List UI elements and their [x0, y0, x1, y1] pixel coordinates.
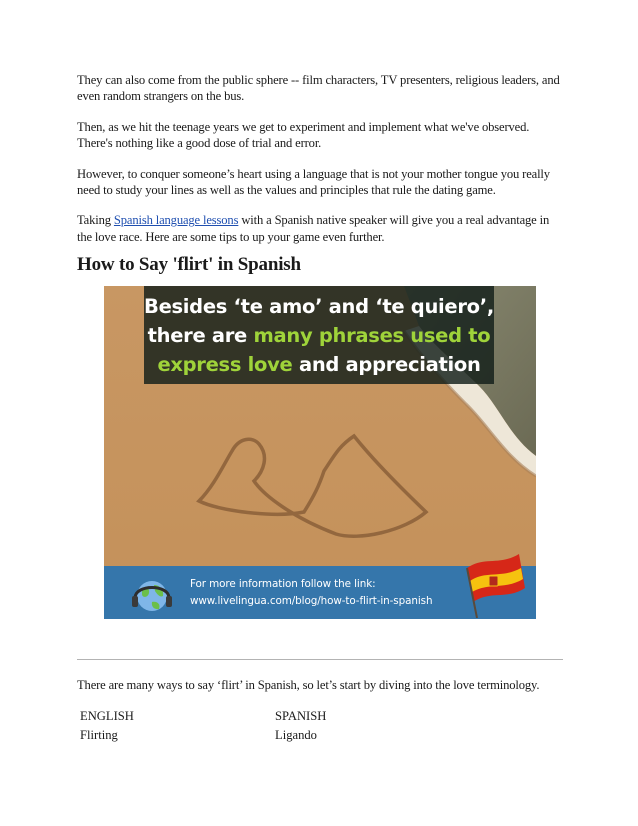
section-heading: How to Say 'flirt' in Spanish: [77, 254, 301, 275]
cell-english: Flirting: [80, 728, 118, 742]
header-english: ENGLISH: [80, 709, 134, 723]
document-page: [77, 72, 567, 742]
table-row: [80, 727, 560, 746]
spanish-lessons-link[interactable]: Spanish language lessons: [113, 213, 239, 228]
paragraph-teenage-years: Then, as we hit the teenage years we get to experiment and implement what we've observed. There's nothing like a good dose of trial and error.: [77, 119, 530, 151]
headline-line-3-highlight: express love: [157, 353, 293, 376]
headphones-globe-icon: [130, 576, 174, 616]
headline-line-3: [144, 350, 494, 379]
paragraph-flirt-intro: There are many ways to say ‘flirt’ in Spanish, so let’s start by diving into the love terminology.: [77, 678, 540, 692]
paragraph-public-sphere: They can also come from the public sphere -- film characters, TV presenters, religious leaders, and even random strangers on the bus.: [77, 73, 560, 104]
spanish-flag-icon: [459, 548, 529, 618]
headline-banner: [144, 286, 494, 384]
table-header-row: [80, 708, 560, 727]
headline-line-2-highlight: many phrases used to: [253, 324, 491, 347]
vocabulary-table: [80, 708, 560, 746]
info-line-1: For more information follow the link:: [190, 578, 376, 590]
paragraph-spanish-lessons: [77, 212, 567, 245]
paragraph-text-before-link: Taking: [77, 213, 114, 228]
headline-line-3-text: and appreciation: [292, 353, 481, 376]
info-url: www.livelingua.com/blog/how-to-flirt-in-spanish: [190, 595, 433, 607]
headline-line-1: Besides ‘te amo’ and ‘te quiero’,: [144, 295, 494, 318]
headline-line-2: [144, 321, 494, 350]
section-divider: [77, 659, 563, 660]
cell-spanish: Ligando: [275, 728, 317, 742]
paragraph-conquer-heart: However, to conquer someone’s heart using a language that is not your mother tongue you really need to study your lines as well as the values and principles that rule the dating game.: [77, 166, 550, 198]
headline-line-2-text: there are: [147, 324, 254, 347]
paragraph-text-after-link: with a Spanish native speaker will give you a real advantage in the love race. Here are some tips to up your game even further.: [77, 213, 550, 244]
heart-in-sand-image: [104, 286, 536, 619]
header-spanish: SPANISH: [275, 709, 327, 723]
